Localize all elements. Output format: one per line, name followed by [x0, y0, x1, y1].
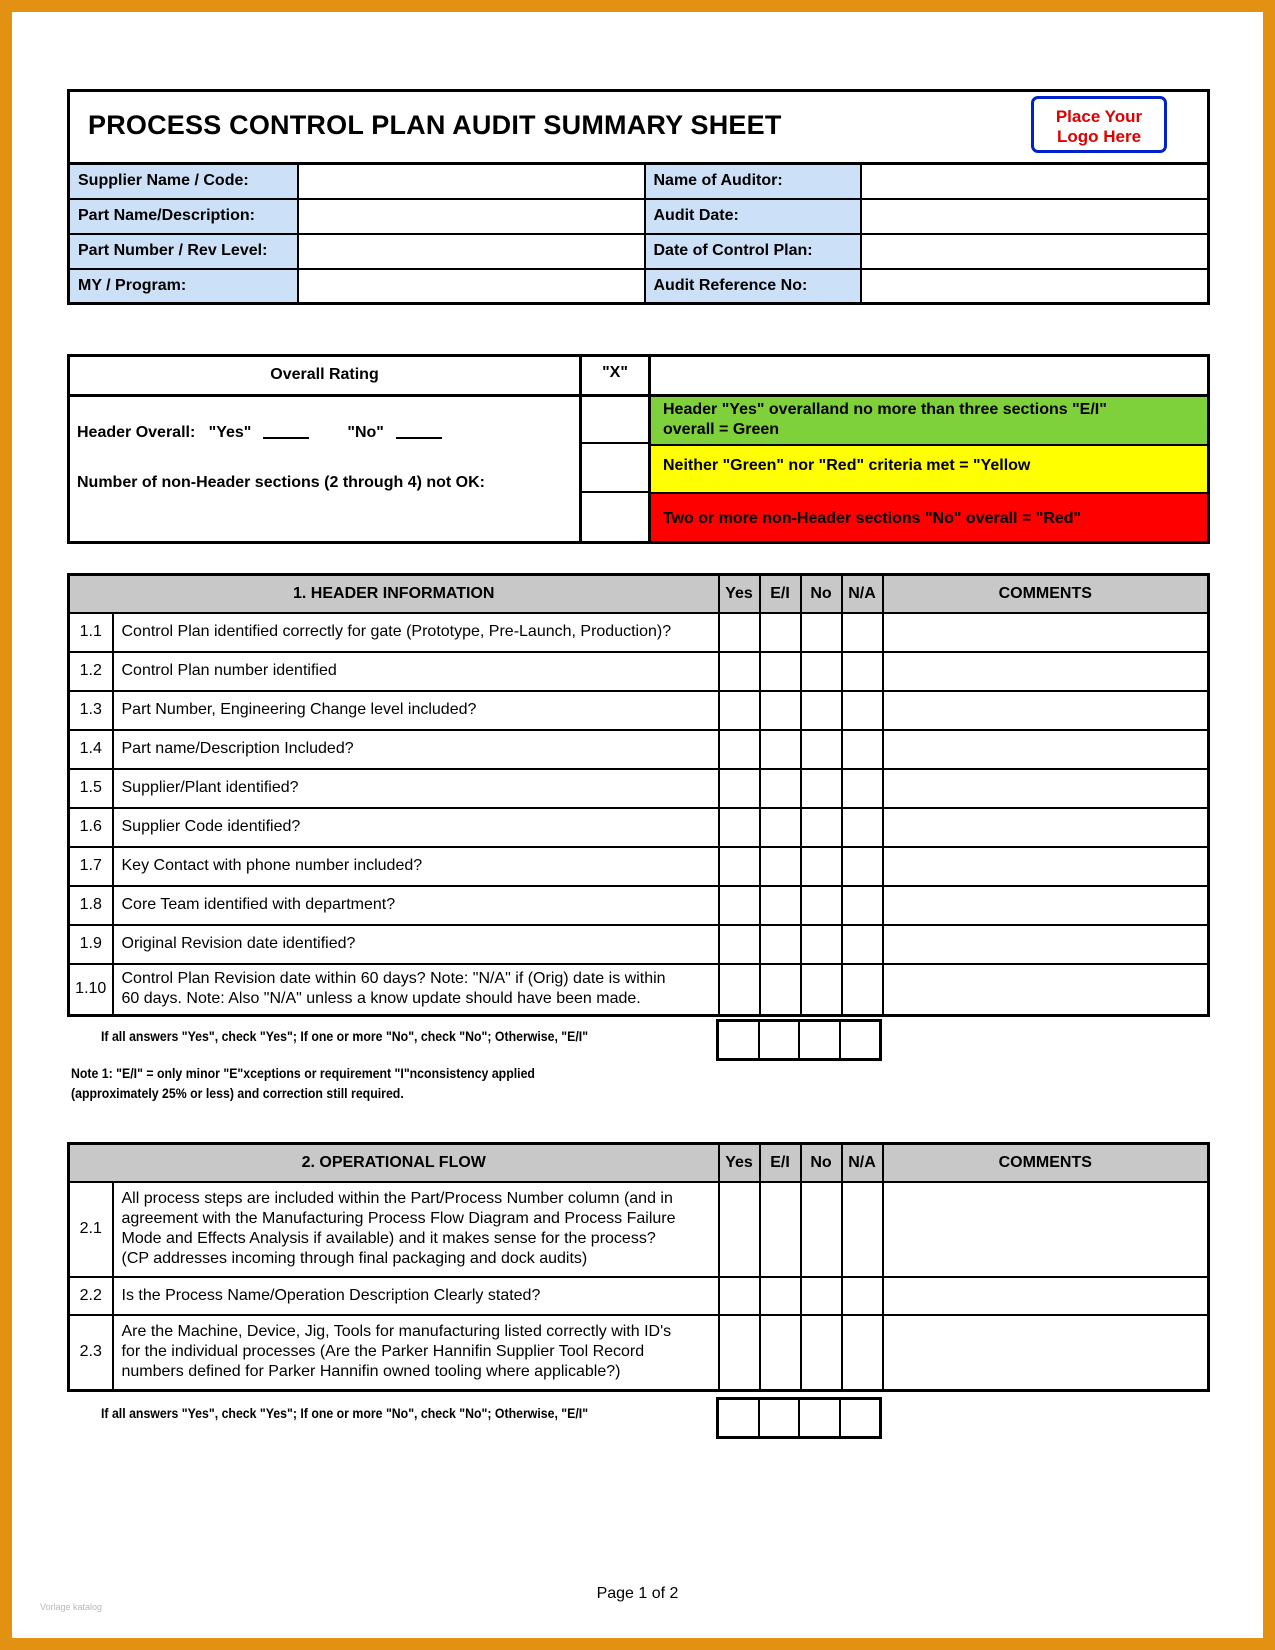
section-2-table: [67, 1142, 1210, 1392]
note-line-2: (approximately 25% or less) and correction still required.: [71, 1085, 404, 1101]
row-question: Part Number, Engineering Change level included?: [113, 691, 719, 730]
cp-date-label: Date of Control Plan:: [645, 234, 861, 269]
row-number: 1.10: [69, 964, 113, 1016]
section-1-summary-instruction: If all answers "Yes", check "Yes"; If one or more "No", check "No"; Otherwise, "E/I": [101, 1028, 589, 1044]
table-row: [69, 769, 1209, 808]
table-row: [69, 964, 1209, 1016]
row-question: [113, 964, 719, 1016]
yes-checkbox[interactable]: [719, 847, 760, 886]
table-row: [69, 1315, 1209, 1391]
summary-yes-box[interactable]: [718, 1021, 759, 1060]
col-comments: COMMENTS: [883, 1144, 1209, 1182]
ei-checkbox[interactable]: [760, 847, 801, 886]
yes-checkbox[interactable]: [719, 730, 760, 769]
cp-date-field[interactable]: [861, 234, 1209, 269]
na-checkbox[interactable]: [842, 652, 883, 691]
col-comments: COMMENTS: [883, 575, 1209, 613]
summary-yes-box[interactable]: [718, 1399, 759, 1438]
audit-date-field[interactable]: [861, 199, 1209, 234]
row-number: 2.1: [69, 1182, 113, 1277]
row-question-line: Are the Machine, Device, Jig, Tools for manufacturing listed correctly with ID's: [121, 1323, 672, 1341]
no-checkbox[interactable]: [801, 613, 842, 652]
row-question-line: numbers defined for Parker Hannifin owned tooling where applicable?): [121, 1363, 621, 1381]
ei-checkbox[interactable]: [760, 964, 801, 1016]
row-question: Control Plan number identified: [113, 652, 719, 691]
row-question: Control Plan identified correctly for gate (Prototype, Pre-Launch, Production)?: [113, 613, 719, 652]
ei-checkbox[interactable]: [760, 691, 801, 730]
no-checkbox[interactable]: [801, 1315, 842, 1391]
na-checkbox[interactable]: [842, 730, 883, 769]
yes-checkbox[interactable]: [719, 925, 760, 964]
row-number: 1.6: [69, 808, 113, 847]
no-checkbox[interactable]: [801, 1277, 842, 1315]
row-question: [113, 1182, 719, 1277]
col-na: N/A: [842, 575, 883, 613]
na-checkbox[interactable]: [842, 1182, 883, 1277]
supplier-field[interactable]: [298, 164, 645, 199]
col-yes: Yes: [719, 1144, 760, 1182]
no-checkbox[interactable]: [801, 730, 842, 769]
row-question-line: Mode and Effects Analysis if available) and it makes sense for the process?: [121, 1230, 656, 1247]
row-question-line: All process steps are included within the Part/Process Number column (and in: [121, 1190, 673, 1207]
part-name-field[interactable]: [298, 199, 645, 234]
audit-ref-field[interactable]: [861, 269, 1209, 304]
comment-field[interactable]: [883, 964, 1209, 1016]
info-grid: [67, 162, 1210, 305]
row-question: Original Revision date identified?: [113, 925, 719, 964]
na-checkbox[interactable]: [842, 1277, 883, 1315]
watermark: Vorlage katalog: [40, 1602, 103, 1612]
yes-checkbox[interactable]: [719, 1277, 760, 1315]
ei-checkbox[interactable]: [760, 886, 801, 925]
section-1-summary-boxes: [716, 1019, 882, 1061]
section-2-title: 2. OPERATIONAL FLOW: [69, 1144, 719, 1182]
na-checkbox[interactable]: [842, 769, 883, 808]
audit-date-label: Audit Date:: [645, 199, 861, 234]
row-number: 1.4: [69, 730, 113, 769]
summary-no-box[interactable]: [799, 1021, 840, 1060]
row-question-line: 60 days. Note: Also "N/A" unless a know update should have been made.: [121, 990, 641, 1008]
comment-field[interactable]: [883, 613, 1209, 652]
col-yes: Yes: [719, 575, 760, 613]
yes-checkbox[interactable]: [719, 1315, 760, 1391]
yes-checkbox[interactable]: [719, 886, 760, 925]
no-checkbox[interactable]: [801, 925, 842, 964]
na-checkbox[interactable]: [842, 1315, 883, 1391]
row-number: 2.3: [69, 1315, 113, 1391]
row-number: 1.9: [69, 925, 113, 964]
x-column-label: "X": [602, 364, 628, 381]
col-na: N/A: [842, 1144, 883, 1182]
summary-na-box[interactable]: [840, 1399, 881, 1438]
row-number: 1.3: [69, 691, 113, 730]
section-2-summary-instruction: If all answers "Yes", check "Yes"; If one or more "No", check "No"; Otherwise, "E/I": [101, 1405, 589, 1421]
no-blank[interactable]: [396, 423, 442, 439]
row-question: Key Contact with phone number included?: [113, 847, 719, 886]
row-question-line: for the individual processes (Are the Parker Hannifin Supplier Tool Record: [121, 1343, 645, 1361]
page-number: Page 1 of 2: [596, 1585, 679, 1602]
ei-checkbox[interactable]: [760, 925, 801, 964]
program-field[interactable]: [298, 269, 645, 304]
row-question-line: (CP addresses incoming through final packaging and dock audits): [121, 1250, 588, 1267]
row-question: Core Team identified with department?: [113, 886, 719, 925]
logo-line-1: Place Your: [1055, 107, 1143, 126]
part-number-field[interactable]: [298, 234, 645, 269]
comment-field[interactable]: [883, 1315, 1209, 1391]
comment-field[interactable]: [883, 691, 1209, 730]
x-cell-divider: [582, 491, 648, 493]
no-checkbox[interactable]: [801, 691, 842, 730]
comment-field[interactable]: [883, 730, 1209, 769]
page-title: PROCESS CONTROL PLAN AUDIT SUMMARY SHEET: [88, 110, 782, 140]
note-line-1: Note 1: "E/I" = only minor "E"xceptions or requirement "I"nconsistency applied: [71, 1065, 535, 1081]
section-1-title: 1. HEADER INFORMATION: [69, 575, 719, 613]
yes-checkbox[interactable]: [719, 691, 760, 730]
note-1: [71, 1063, 535, 1103]
part-number-label: Part Number / Rev Level:: [69, 234, 298, 269]
no-checkbox[interactable]: [801, 1182, 842, 1277]
ei-checkbox[interactable]: [760, 1315, 801, 1391]
summary-na-box[interactable]: [840, 1021, 881, 1060]
yes-checkbox[interactable]: [719, 769, 760, 808]
row-number: 1.1: [69, 613, 113, 652]
table-row: [69, 613, 1209, 652]
table-row: [69, 1277, 1209, 1315]
logo-placeholder: [1031, 96, 1167, 153]
yes-blank[interactable]: [263, 423, 309, 439]
na-checkbox[interactable]: [842, 964, 883, 1016]
table-row: [69, 886, 1209, 925]
row-question: Part name/Description Included?: [113, 730, 719, 769]
table-row: [69, 730, 1209, 769]
criteria-yellow: Neither "Green" nor "Red" criteria met = "Yellow: [651, 444, 1207, 492]
row-question: Supplier Code identified?: [113, 808, 719, 847]
ei-checkbox[interactable]: [760, 808, 801, 847]
overall-rating-label: Overall Rating: [270, 366, 379, 383]
non-header-label: Number of non-Header sections (2 through 4) not OK:: [77, 474, 486, 491]
na-checkbox[interactable]: [842, 847, 883, 886]
yes-checkbox[interactable]: [719, 613, 760, 652]
no-checkbox[interactable]: [801, 886, 842, 925]
col-no: No: [801, 1144, 842, 1182]
criteria-red: Two or more non-Header sections "No" overall = "Red": [651, 492, 1207, 541]
row-question: [113, 1277, 719, 1315]
no-checkbox[interactable]: [801, 847, 842, 886]
audit-ref-label: Audit Reference No:: [645, 269, 861, 304]
table-row: [69, 808, 1209, 847]
table-row: [69, 691, 1209, 730]
no-checkbox[interactable]: [801, 652, 842, 691]
no-checkbox[interactable]: [801, 769, 842, 808]
table-row: [69, 847, 1209, 886]
table-row: [69, 925, 1209, 964]
row-number: 1.5: [69, 769, 113, 808]
col-ei: E/I: [760, 575, 801, 613]
ei-checkbox[interactable]: [760, 1277, 801, 1315]
green-line-1: Header "Yes" overalland no more than three sections "E/I": [663, 401, 1107, 418]
supplier-label: Supplier Name / Code:: [69, 164, 298, 199]
criteria-green: [651, 397, 1207, 444]
row-number: 2.2: [69, 1277, 113, 1315]
table-row: [69, 652, 1209, 691]
logo-line-2: Logo Here: [1056, 127, 1142, 146]
na-checkbox[interactable]: [842, 808, 883, 847]
table-row: [69, 1182, 1209, 1277]
row-question: Supplier/Plant identified?: [113, 769, 719, 808]
yes-checkbox[interactable]: [719, 808, 760, 847]
ei-checkbox[interactable]: [760, 769, 801, 808]
section-2-summary-boxes: [716, 1397, 882, 1439]
summary-ei-box[interactable]: [759, 1021, 800, 1060]
no-checkbox[interactable]: [801, 808, 842, 847]
row-question: [113, 1315, 719, 1391]
auditor-field[interactable]: [861, 164, 1209, 199]
yes-checkbox[interactable]: [719, 652, 760, 691]
ei-checkbox[interactable]: [760, 1182, 801, 1277]
comment-field[interactable]: [883, 652, 1209, 691]
program-label: MY / Program:: [69, 269, 298, 304]
na-checkbox[interactable]: [842, 886, 883, 925]
row-number: 1.8: [69, 886, 113, 925]
part-name-label: Part Name/Description:: [69, 199, 298, 234]
col-ei: E/I: [760, 1144, 801, 1182]
comment-field[interactable]: [883, 769, 1209, 808]
comment-field[interactable]: [883, 925, 1209, 964]
comment-field[interactable]: [883, 1277, 1209, 1315]
comment-field[interactable]: [883, 1182, 1209, 1277]
rating-divider: [579, 357, 582, 541]
header-overall-label: Header Overall: "Yes" "No": [77, 423, 442, 442]
yes-checkbox[interactable]: [719, 1182, 760, 1277]
auditor-label: Name of Auditor:: [645, 164, 861, 199]
comment-field[interactable]: [883, 847, 1209, 886]
row-number: 1.7: [69, 847, 113, 886]
row-question-line: Control Plan Revision date within 60 days? Note: "N/A" if (Orig) date is within: [121, 970, 666, 988]
ei-checkbox[interactable]: [760, 613, 801, 652]
no-checkbox[interactable]: [801, 964, 842, 1016]
row-question-line: agreement with the Manufacturing Process Flow Diagram and Process Failure: [121, 1210, 676, 1227]
overall-rating-block: [67, 354, 1210, 544]
comment-field[interactable]: [883, 886, 1209, 925]
na-checkbox[interactable]: [842, 613, 883, 652]
summary-no-box[interactable]: [799, 1399, 840, 1438]
green-line-2: overall = Green: [663, 421, 780, 438]
row-number: 1.2: [69, 652, 113, 691]
ei-checkbox[interactable]: [760, 730, 801, 769]
yes-checkbox[interactable]: [719, 964, 760, 1016]
ei-checkbox[interactable]: [760, 652, 801, 691]
na-checkbox[interactable]: [842, 925, 883, 964]
row-question-line: Is the Process Name/Operation Description Clearly stated?: [121, 1286, 541, 1304]
summary-ei-box[interactable]: [759, 1399, 800, 1438]
na-checkbox[interactable]: [842, 691, 883, 730]
comment-field[interactable]: [883, 808, 1209, 847]
x-cell-divider: [582, 442, 648, 444]
section-1-table: [67, 573, 1210, 1017]
col-no: No: [801, 575, 842, 613]
